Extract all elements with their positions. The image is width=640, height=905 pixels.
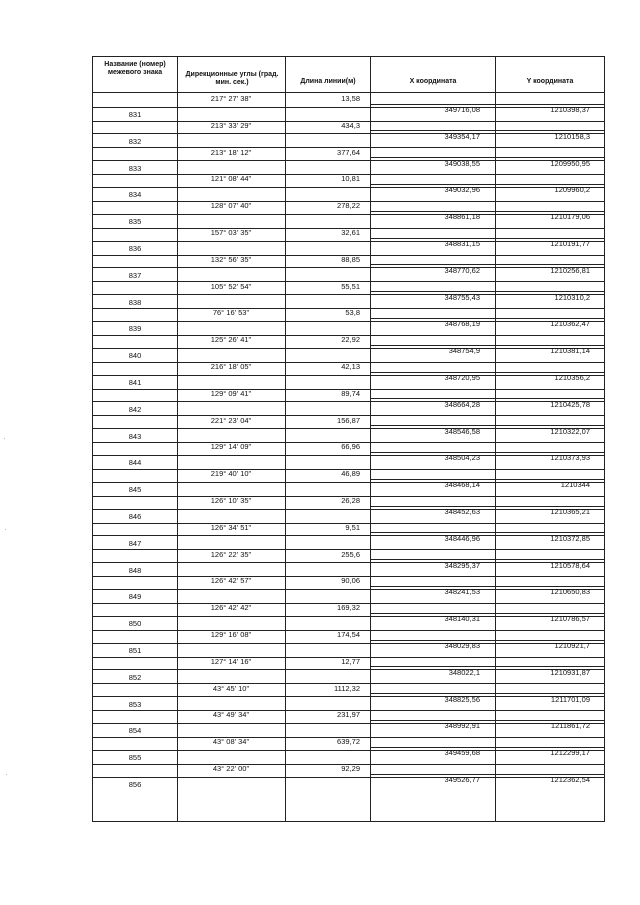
boundary-mark-number: 841 — [128, 378, 142, 387]
x-coordinate: 348831,15 — [444, 239, 480, 248]
direction-angle: 43° 22' 00" — [212, 764, 250, 773]
boundary-mark-number: 851 — [128, 646, 142, 655]
y-coordinate: 1210179,06 — [550, 212, 590, 222]
y-coordinate: 1210158,3 — [554, 131, 590, 141]
direction-angle: 216° 18' 05" — [210, 362, 252, 371]
direction-angle: 126° 42' 57" — [210, 576, 252, 586]
y-coordinate: 1210578,64 — [550, 560, 590, 570]
header-y: Y координата — [526, 78, 574, 85]
row-divider — [92, 362, 605, 363]
y-coordinate: 1210373,93 — [550, 453, 590, 463]
direction-angle: 132° 56' 35" — [210, 254, 252, 264]
line-length: 278,22 — [337, 201, 360, 211]
line-length: 88,85 — [341, 254, 360, 264]
row-divider — [92, 469, 605, 470]
line-length: 174,54 — [337, 630, 360, 639]
row-divider — [92, 764, 605, 765]
boundary-mark-number: 837 — [128, 270, 142, 280]
x-coordinate: 348720,95 — [444, 373, 480, 382]
x-coordinate: 348241,53 — [444, 587, 480, 597]
boundary-mark-number: 833 — [128, 163, 142, 173]
boundary-mark-number: 843 — [128, 431, 142, 441]
header-name: Название (номер) межевого знака — [104, 61, 166, 76]
direction-angle: 43° 45' 10" — [212, 683, 250, 693]
x-coordinate: 348546,58 — [444, 426, 480, 436]
direction-angle: 43° 49' 34" — [212, 710, 250, 720]
line-length: 255,6 — [341, 549, 360, 559]
column-divider — [177, 56, 178, 822]
x-coordinate: 348468,14 — [444, 480, 480, 490]
row-divider — [92, 281, 605, 282]
x-coordinate: 348664,28 — [444, 399, 480, 409]
direction-angle: 121° 08' 44" — [210, 174, 252, 184]
direction-angle: 129° 16' 08" — [210, 630, 252, 639]
direction-angle: 125° 26' 41" — [210, 335, 252, 345]
line-length: 90,06 — [341, 576, 360, 586]
x-coordinate: 348140,31 — [444, 614, 480, 624]
row-divider — [92, 121, 605, 122]
boundary-mark-number: 836 — [128, 244, 142, 253]
boundary-mark-number: 855 — [128, 753, 142, 763]
boundary-mark-number: 846 — [128, 512, 142, 521]
line-length: 1112,32 — [334, 683, 360, 693]
row-divider — [92, 710, 605, 711]
line-length: 434,3 — [341, 120, 360, 130]
direction-angle: 76° 16' 53" — [212, 308, 250, 318]
line-length: 92,29 — [341, 764, 360, 773]
direction-angle: 126° 22' 35" — [210, 549, 252, 559]
x-coordinate: 348504,23 — [444, 453, 480, 463]
boundary-mark-number: 849 — [128, 592, 142, 602]
row-divider — [92, 683, 605, 684]
x-coordinate: 348768,19 — [444, 319, 480, 329]
row-divider — [92, 630, 605, 631]
boundary-mark-number: 848 — [128, 565, 142, 575]
row-divider — [92, 255, 605, 256]
direction-angle: 129° 09' 41" — [210, 388, 252, 398]
direction-angle: 126° 10' 35" — [210, 496, 252, 505]
x-coordinate: 349716,08 — [444, 105, 480, 114]
boundary-mark-number: 834 — [128, 190, 142, 200]
boundary-mark-number: 845 — [128, 485, 142, 495]
y-coordinate: 1210921,7 — [554, 641, 590, 650]
scan-mark — [4, 438, 5, 439]
y-coordinate: 1210931,87 — [550, 667, 590, 677]
header-angle: Дирекционные углы (град. мин. сек.) — [185, 71, 279, 86]
boundary-mark-number: 854 — [128, 726, 142, 736]
boundary-mark-number: 832 — [128, 136, 142, 146]
row-divider — [92, 549, 605, 550]
column-divider — [495, 56, 496, 822]
row-divider — [92, 201, 605, 202]
line-length: 46,89 — [341, 469, 360, 479]
x-coordinate: 348825,56 — [444, 694, 480, 704]
y-coordinate: 1212362,54 — [550, 775, 590, 784]
row-divider — [92, 523, 605, 524]
direction-angle: 217° 27' 38" — [210, 94, 252, 103]
x-coordinate: 349526,77 — [444, 775, 480, 784]
line-length: 22,92 — [341, 335, 360, 345]
x-coordinate: 349459,68 — [444, 748, 480, 758]
row-divider — [92, 603, 605, 604]
x-coordinate: 348992,91 — [444, 721, 480, 731]
row-divider — [92, 442, 605, 443]
line-length: 9,51 — [345, 522, 360, 532]
direction-angle: 126° 34' 51" — [210, 522, 252, 532]
row-divider — [92, 308, 605, 309]
row-divider — [92, 389, 605, 390]
scan-mark — [6, 774, 7, 775]
column-divider — [285, 56, 286, 822]
line-length: 26,28 — [341, 496, 360, 505]
y-coordinate: 1210310,2 — [554, 292, 590, 302]
direction-angle: 213° 33' 29" — [210, 120, 252, 130]
line-length: 42,13 — [341, 362, 360, 371]
y-coordinate: 1210356,2 — [554, 373, 590, 382]
boundary-mark-number: 839 — [128, 324, 142, 334]
boundary-mark-number: 838 — [128, 297, 142, 307]
line-length: 156,87 — [337, 415, 360, 425]
y-coordinate: 1210322,07 — [550, 426, 590, 436]
boundary-mark-number: 850 — [128, 619, 142, 629]
direction-angle: 157° 03' 35" — [210, 228, 252, 237]
boundary-mark-number: 840 — [128, 351, 142, 361]
line-length: 639,72 — [337, 737, 360, 747]
line-length: 231,97 — [337, 710, 360, 720]
x-coordinate: 348452,63 — [444, 507, 480, 516]
header-x: X координата — [409, 78, 457, 85]
row-divider — [92, 415, 605, 416]
line-length: 13,58 — [341, 94, 360, 103]
x-coordinate: 348446,96 — [444, 533, 480, 543]
x-coordinate: 348770,62 — [444, 265, 480, 275]
y-coordinate: 1210362,47 — [550, 319, 590, 329]
direction-angle: 43° 08' 34" — [212, 737, 250, 747]
y-coordinate: 1210372,85 — [550, 533, 590, 543]
direction-angle: 213° 18' 12" — [210, 147, 252, 157]
row-divider — [92, 737, 605, 738]
y-coordinate: 1211701,09 — [550, 694, 590, 704]
row-divider — [92, 657, 605, 658]
x-coordinate: 348755,43 — [444, 292, 480, 302]
boundary-mark-number: 831 — [128, 110, 142, 119]
line-length: 377,64 — [337, 147, 360, 157]
x-coordinate: 348295,37 — [444, 560, 480, 570]
y-coordinate: 1210650,83 — [550, 587, 590, 597]
x-coordinate: 349038,55 — [444, 158, 480, 168]
boundary-mark-number: 842 — [128, 404, 142, 414]
header-length: Длина линии(м) — [300, 78, 356, 85]
y-coordinate: 1210344 — [560, 480, 590, 490]
line-length: 53,8 — [345, 308, 360, 318]
y-coordinate: 1210256,81 — [550, 265, 590, 275]
y-coordinate: 1209950,95 — [550, 158, 590, 168]
x-coordinate: 349354,17 — [444, 131, 480, 141]
boundary-mark-number: 835 — [128, 217, 142, 227]
y-coordinate: 1210365,21 — [550, 507, 590, 516]
y-coordinate: 1210786,57 — [550, 614, 590, 624]
direction-angle: 129° 14' 09" — [210, 442, 252, 452]
boundary-mark-number: 856 — [128, 780, 142, 789]
y-coordinate: 1210381,14 — [550, 346, 590, 356]
scan-mark — [5, 529, 6, 530]
y-coordinate: 1210425,78 — [550, 399, 590, 409]
boundary-mark-number: 853 — [128, 699, 142, 709]
row-divider — [92, 147, 605, 148]
row-divider — [92, 228, 605, 229]
boundary-mark-number: 844 — [128, 458, 142, 468]
x-coordinate: 349032,96 — [444, 185, 480, 195]
direction-angle: 221° 23' 04" — [210, 415, 252, 425]
row-divider — [92, 92, 605, 93]
direction-angle: 127° 14' 16" — [210, 656, 252, 666]
x-coordinate: 348029,83 — [444, 641, 480, 650]
line-length: 12,77 — [341, 656, 360, 666]
boundary-mark-number: 852 — [128, 672, 142, 682]
boundary-mark-number: 847 — [128, 538, 142, 548]
row-divider — [92, 576, 605, 577]
direction-angle: 128° 07' 40" — [210, 201, 252, 211]
y-coordinate: 1209960,2 — [554, 185, 590, 195]
line-length: 55,51 — [341, 281, 360, 291]
row-divider — [92, 335, 605, 336]
line-length: 89,74 — [341, 388, 360, 398]
row-divider — [92, 174, 605, 175]
x-coordinate: 348754,9 — [448, 346, 480, 356]
y-coordinate: 1210191,77 — [550, 239, 590, 248]
direction-angle: 126° 42' 42" — [210, 603, 252, 613]
row-divider — [92, 496, 605, 497]
line-length: 10,81 — [341, 174, 360, 184]
y-coordinate: 1210398,37 — [550, 105, 590, 114]
direction-angle: 219° 40' 10" — [210, 469, 252, 479]
line-length: 32,61 — [341, 228, 360, 237]
direction-angle: 105° 52' 54" — [210, 281, 252, 291]
line-length: 66,96 — [341, 442, 360, 452]
column-divider — [370, 56, 371, 822]
y-coordinate: 1212299,17 — [550, 748, 590, 758]
x-coordinate: 348022,1 — [448, 667, 480, 677]
line-length: 169,32 — [337, 603, 360, 613]
x-coordinate: 348861,18 — [444, 212, 480, 222]
y-coordinate: 1211861,72 — [550, 721, 590, 731]
